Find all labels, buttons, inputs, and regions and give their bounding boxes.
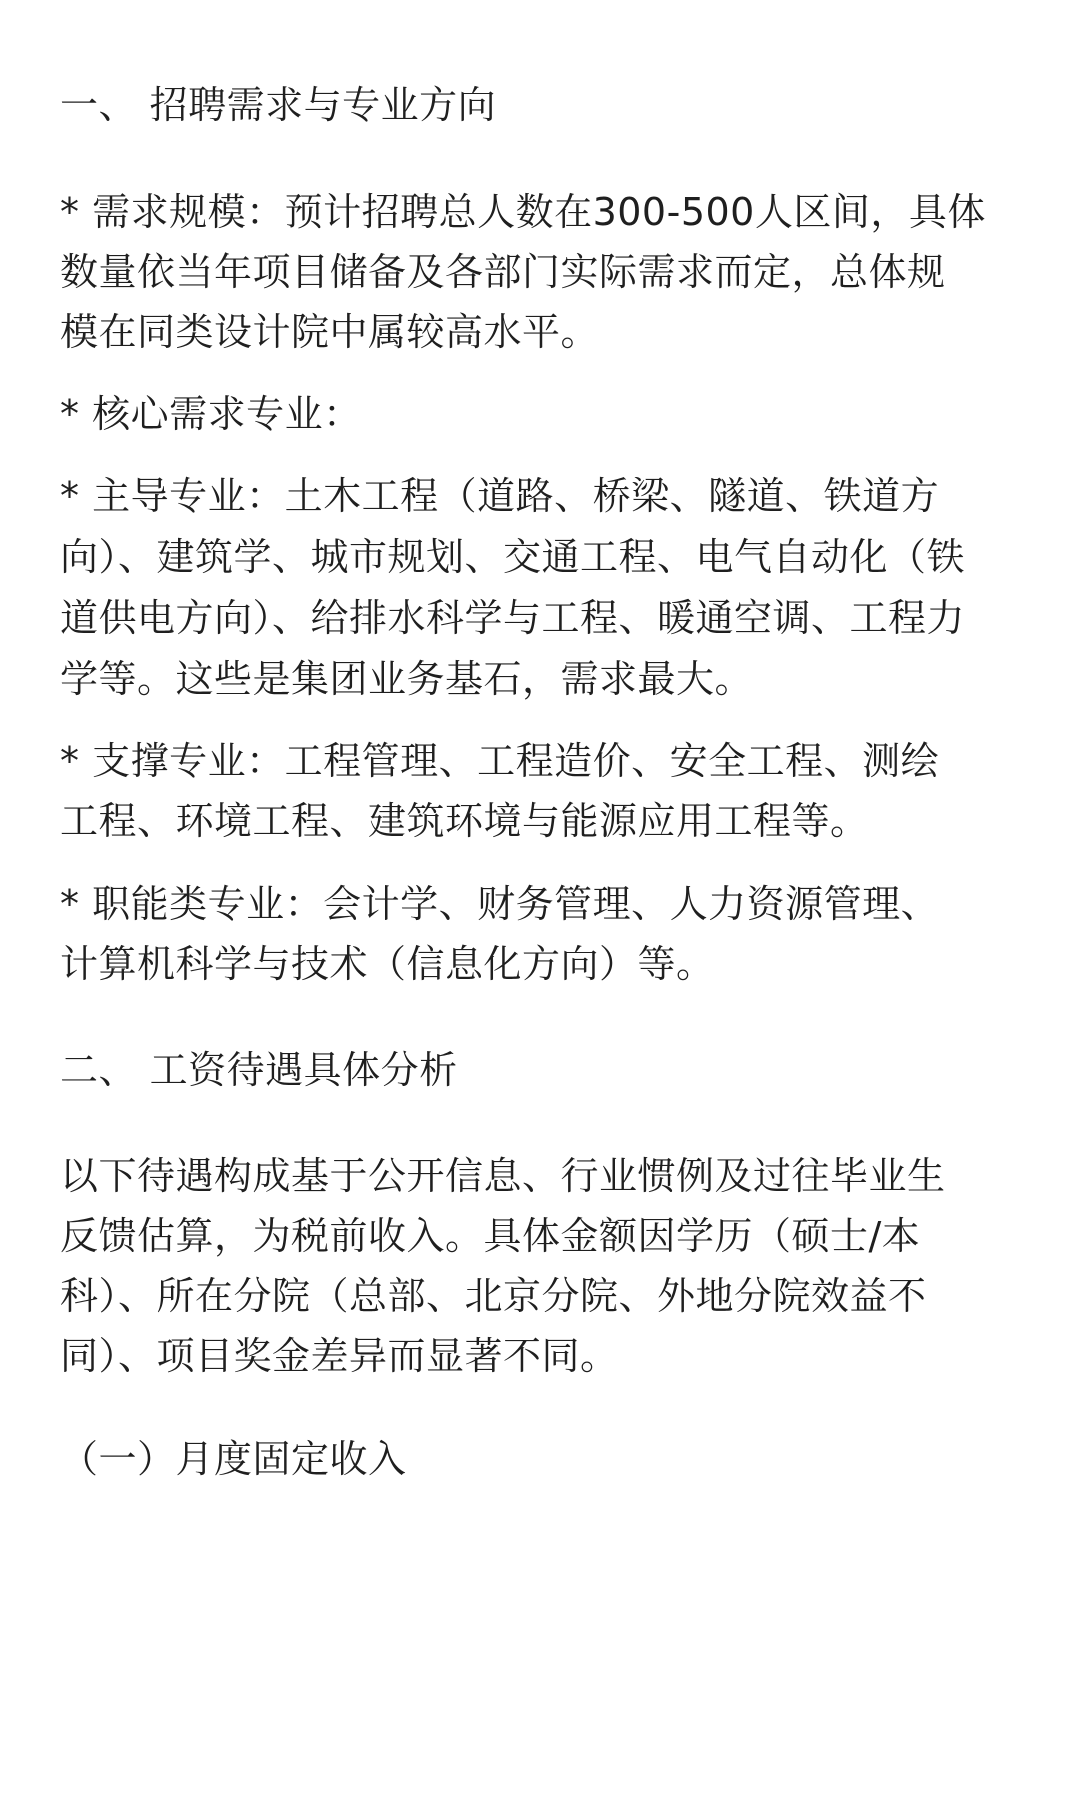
section-heading-2: 二、 工资待遇具体分析 xyxy=(60,1048,458,1092)
text-line: 模在同类设计院中属较高水平。 xyxy=(60,310,600,354)
article-body xyxy=(60,0,1020,1800)
text-line: 计算机科学与技术（信息化方向）等。 xyxy=(60,942,715,986)
text-line: * 需求规模：预计招聘总人数在300-500人区间，具体 xyxy=(60,190,986,234)
text-line: 科）、所在分院（总部、北京分院、外地分院效益不 xyxy=(60,1274,927,1318)
section-heading-1: 一、 招聘需求与专业方向 xyxy=(60,83,497,127)
text-line: * 支撑专业：工程管理、工程造价、安全工程、测绘 xyxy=(60,739,940,783)
text-line: 学等。这些是集团业务基石，需求最大。 xyxy=(60,657,754,701)
text-line: * 主导专业：土木工程（道路、桥梁、隧道、铁道方 xyxy=(60,474,940,518)
text-line: 同）、项目奖金差异而显著不同。 xyxy=(60,1334,619,1378)
text-line: 工程、环境工程、建筑环境与能源应用工程等。 xyxy=(60,799,869,843)
subsection-heading-monthly-income: （一）月度固定收入 xyxy=(60,1437,407,1481)
text-line: * 职能类专业：会计学、财务管理、人力资源管理、 xyxy=(60,882,940,926)
text-line: 以下待遇构成基于公开信息、行业惯例及过往毕业生 xyxy=(60,1154,946,1198)
text-line: 道供电方向）、给排水科学与工程、暖通空调、工程力 xyxy=(60,596,966,640)
text-line: 数量依当年项目储备及各部门实际需求而定，总体规 xyxy=(60,250,946,294)
text-line: * 核心需求专业： xyxy=(60,392,362,436)
text-line: 反馈估算，为税前收入。具体金额因学历（硕士/本 xyxy=(60,1214,921,1258)
text-line: 向）、建筑学、城市规划、交通工程、电气自动化（铁 xyxy=(60,535,966,579)
